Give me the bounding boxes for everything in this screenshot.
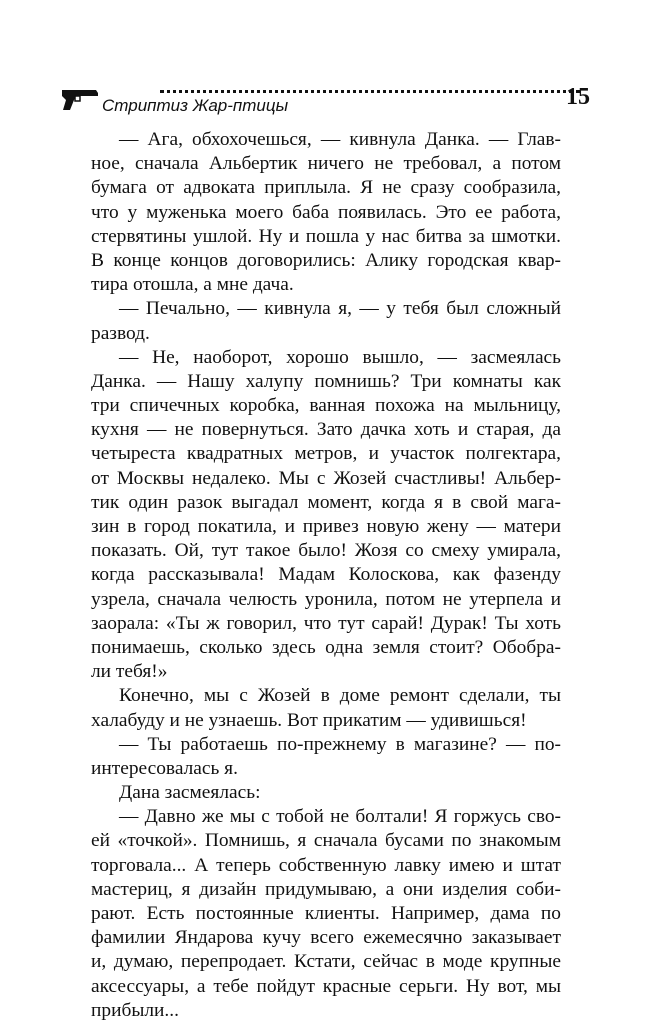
text-line: от Москвы недалеко. Мы с Жозей счастливы! Альбер- <box>91 467 561 489</box>
text-line: ли тебя!» <box>91 661 168 683</box>
text-line: — Давно же мы с тобой не болтали! Я горжусь сво- <box>119 806 561 828</box>
text-line: — Ты работаешь по-прежнему в магазине? — по- <box>119 733 561 755</box>
pistol-icon <box>60 86 100 112</box>
text-line: три спичечных коробка, ванная похожа на мыльницу, <box>91 395 561 417</box>
running-title: Стриптиз Жар-птицы <box>102 96 289 115</box>
text-line: четыреста квадратных метров, и участок полгектара, <box>91 443 561 465</box>
text-line: кухня — не повернуться. Зато дачка хоть и старая, да <box>91 419 561 441</box>
text-line: — Ага, обхохочешься, — кивнула Данка. — Глав- <box>119 129 561 150</box>
text-line: когда рассказывала! Мадам Колоскова, как фазенду <box>91 564 561 586</box>
text-line: стервятины ушлой. Ну и пошла у нас битва за шмотки. <box>91 225 561 247</box>
text-line: Данка. — Нашу халупу помнишь? Три комнаты как <box>91 370 561 392</box>
text-line: узрела, сначала челюсть уронила, потом не утерпела и <box>91 588 561 610</box>
text-line: ное, сначала Альбертик ничего не требовал, а потом <box>91 153 561 175</box>
text-line: В конце концов договорились: Алику городская квар- <box>91 249 561 271</box>
text-line: мастериц, я дизайн придумываю, а они изделия соби- <box>91 878 561 900</box>
text-line: тира отошла, а мне дача. <box>91 274 294 296</box>
running-header <box>60 80 590 120</box>
text-line: аксессуары, а тебе пойдут красные серьги. Ну вот, мы <box>91 975 561 997</box>
text-line: торговала... А теперь собственную лавку имею и штат <box>91 854 561 876</box>
header-dotted-rule <box>160 90 580 93</box>
text-line: бумага от адвоката приплыла. Я не сразу сообразила, <box>91 177 561 199</box>
text-line: зин в город покатила, и привез новую жену — матери <box>91 516 561 537</box>
text-line: что у муженька моего баба появилась. Это ее работа, <box>91 201 561 223</box>
text-line: ей «точкой». Помнишь, я сначала бусами по знакомым <box>91 830 561 852</box>
text-line: Дана засмеялась: <box>119 782 261 804</box>
text-line: тик один разок выгадал момент, когда я в свой мага- <box>91 491 561 513</box>
text-line: заорала: «Ты ж говорил, что тут сарай! Дурак! Ты хоть <box>91 612 561 634</box>
text-line: и, думаю, перепродает. Кстати, сейчас в моде крупные <box>91 951 561 973</box>
text-line: понимаешь, сколько здесь одна земля стоит? Обобра- <box>91 636 561 658</box>
text-line: развод. <box>91 322 150 344</box>
text-line: прибыли... <box>91 999 179 1021</box>
text-line: — Печально, — кивнула я, — у тебя был сложный <box>119 298 561 320</box>
body-text <box>91 128 561 1023</box>
text-line: рают. Есть постоянные клиенты. Например, дама по <box>91 903 561 924</box>
text-line: показать. Ой, тут такое было! Жозя со смеху умирала, <box>91 540 561 562</box>
text-line: — Не, наоборот, хорошо вышло, — засмеялась <box>119 346 561 368</box>
text-line: Конечно, мы с Жозей в доме ремонт сделали, ты <box>119 685 561 707</box>
text-line: халабуду и не узнаешь. Вот прикатим — удивишься! <box>91 709 527 731</box>
text-line: интересовалась я. <box>91 757 238 779</box>
text-line: фамилии Яндарова кучу всего ежемесячно заказывает <box>91 927 561 949</box>
page-number: 15 <box>566 84 590 110</box>
